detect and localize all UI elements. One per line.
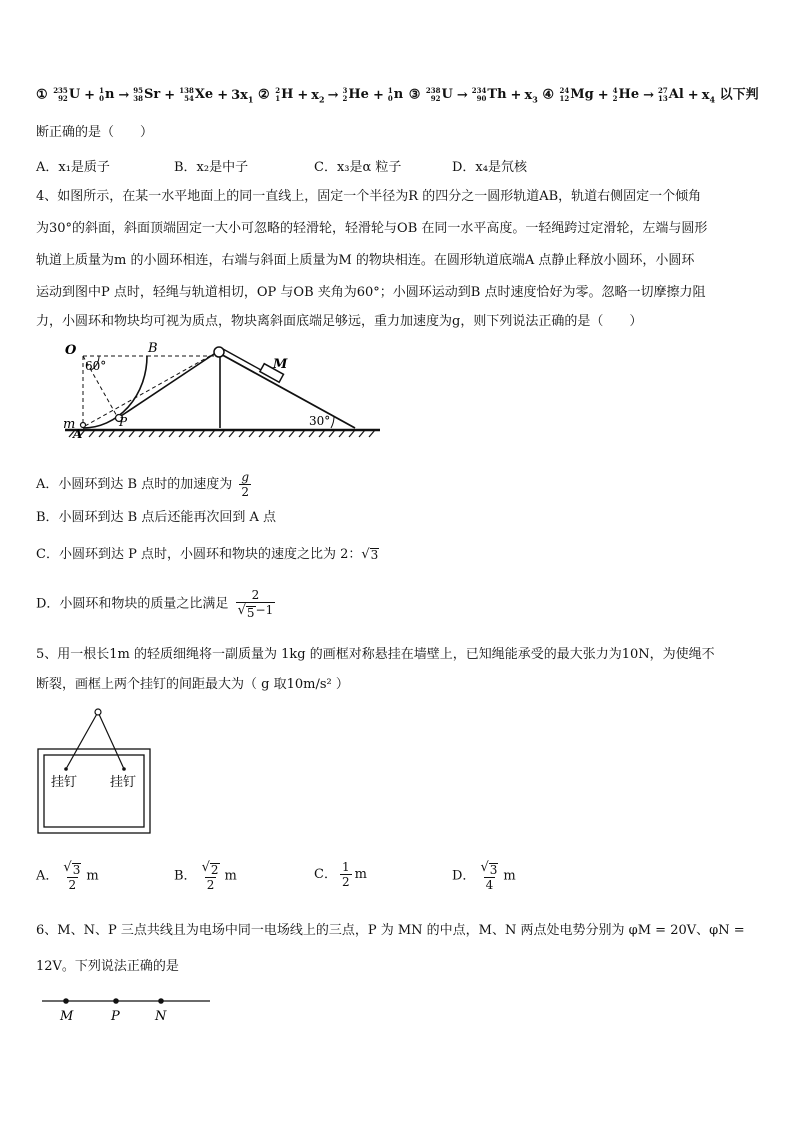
q4-figure (55, 340, 390, 442)
q4-option-c: C．小圆环到达 P 点时，小圆环和物块的速度之比为 2： √ 3 (36, 547, 379, 562)
q5-option-d: D． √ 3 4 m (452, 860, 516, 892)
q3-tail: 以下判 (719, 87, 759, 103)
point-n-label: N (155, 1009, 167, 1024)
eq1-label: ① (36, 87, 48, 103)
label-b: B (148, 341, 158, 356)
label-30: 30° (309, 414, 331, 428)
eq2-label: ② (258, 87, 270, 103)
q4-option-b: B．小圆环到达 B 点后还能再次回到 A 点 (36, 510, 277, 525)
q4-line2: 为30°的斜面，斜面顶端固定一大小可忽略的轻滑轮，轻滑轮与OB 在同一水平高度。一轻绳跨过定滑轮，左端与圆形 (36, 221, 708, 236)
q6-line2: 12V。下列说法正确的是 (36, 959, 179, 974)
q4-line1: 4、如图所示，在某一水平地面上的同一直线上，固定一个半径为R 的四分之一圆形轨道AB，轨道右侧固定一个倾角 (36, 189, 702, 204)
q5-option-a: A． √ 3 2 m (36, 860, 99, 892)
q3-option-b: B．x₂是中子 (174, 160, 249, 175)
label-m-ring: m (63, 417, 76, 432)
q5-option-c: C． $\frac{1}{2}$ m (314, 860, 367, 889)
q5-figure (36, 706, 156, 836)
eq4-label: ④ (542, 87, 554, 103)
nail-right-label: 挂钉 (110, 775, 137, 790)
label-60: 60° (85, 359, 107, 373)
q4-line3: 轨道上质量为m 的小圆环相连，右端与斜面上质量为M 的物块相连。在圆形轨道底端A 点静止释放小圆环，小圆环 (36, 253, 695, 268)
q3-option-d: D．x₄是氘核 (452, 160, 527, 175)
q5-line2: 断裂，画框上两个挂钉的间距最大为（ g 取10m/s² ） (36, 677, 349, 692)
point-p-label: P (111, 1009, 120, 1024)
point-m-label: M (60, 1009, 74, 1024)
q3-equations-line: ① 235 92 U + 1 0 n → 95 38 Sr + 138 54 Xe + $3x_1$ ② 2 1 H + $x_2$ → 3 2 He + 1 0 n ③ 238 92 U → 234 90 Th + $x_3$ ④ 24 12 Mg + 4 2 He → 27 13 Al + $x_4$ 以下判 (36, 86, 759, 105)
label-o: O (65, 343, 77, 358)
eq3-label: ③ (408, 87, 421, 103)
label-m-block: M (273, 357, 288, 372)
q4-option-d: D．小圆环和物块的质量之比满足 2 √ 5 −1 (36, 588, 274, 620)
nail-left-label: 挂钉 (51, 775, 78, 790)
q4-line5: 力，小圆环和物块均可视为质点，物块离斜面底端足够远，重力加速度为g，则下列说法正确的是（ ） (36, 314, 643, 329)
label-p: P (119, 415, 128, 429)
q5-option-b: B． √ 2 2 m (174, 860, 237, 892)
label-a: A (73, 427, 83, 441)
q3-option-a: A．x₁是质子 (36, 160, 110, 175)
q3-line2: 断正确的是（ ） (36, 125, 154, 140)
q4-line4: 运动到图中P 点时，轻绳与轨道相切，OP 与OB 夹角为60°；小圆环运动到B 点时速度恰好为零。忽略一切摩擦力阻 (36, 285, 706, 300)
q4-option-a: A．小圆环到达 B 点时的加速度为 $\frac{g}{2}$ (36, 470, 250, 499)
q6-figure (40, 990, 220, 1024)
q3-option-c: C．x₃是α 粒子 (314, 160, 402, 175)
q6-line1: 6、M、N、P 三点共线且为电场中同一电场线上的三点，P 为 MN 的中点，M、N 两点处电势分别为 φM = 20V、φN = (36, 923, 745, 938)
q5-line1: 5、用一根长1m 的轻质细绳将一副质量为 1kg 的画框对称悬挂在墙壁上，已知绳能承受的最大张力为10N，为使绳不 (36, 647, 715, 662)
